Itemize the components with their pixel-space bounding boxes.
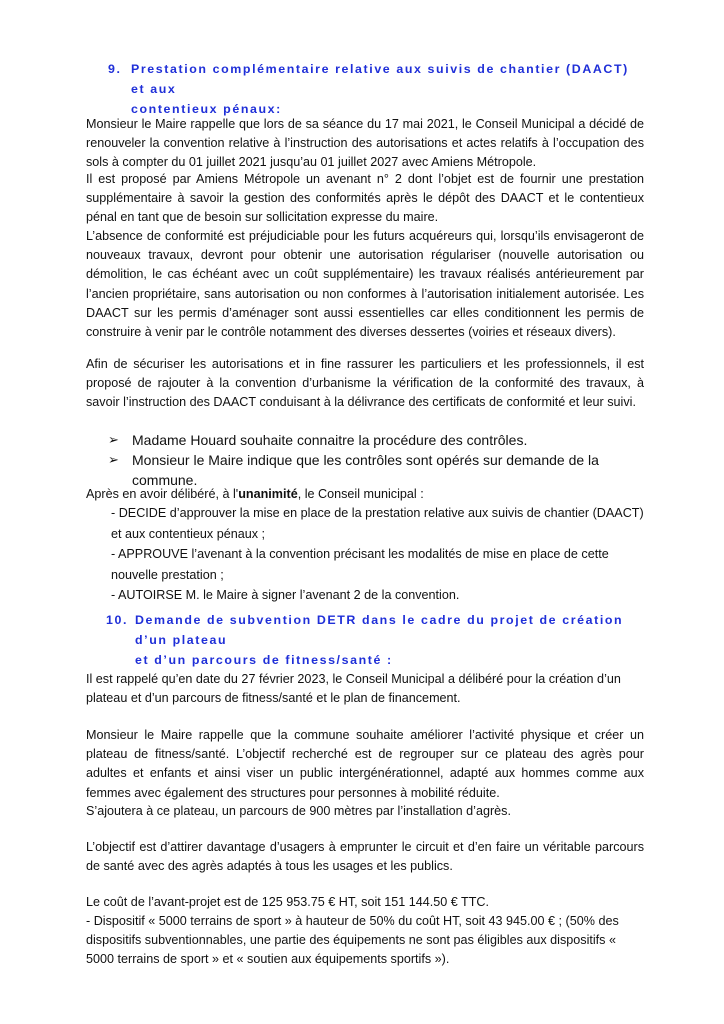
arrow-bullet-icon: ➢ [108,452,119,467]
sec10-paragraph-1: Il est rappelé qu’en date du 27 février 2023, le Conseil Municipal a délibéré pour la création d’un plateau et d’un parcours de fitness/santé et le plan de financement. [86,672,621,706]
section-9-title-line1: Prestation complémentaire relative aux suivis de chantier (DAACT) et aux [131,62,629,96]
section-9-heading [108,59,648,119]
list-item [108,450,648,490]
section-10-title-line1: Demande de subvention DETR dans le cadre du projet de création d’un plateau [135,613,624,647]
discussion-list [108,430,648,490]
list-item [108,430,648,450]
section-10-title-line2: et d’un parcours de fitness/santé : [135,653,393,667]
sec10-paragraph-4: L’objectif est d’attirer davantage d’usagers à emprunter le circuit et d’en faire un véritable parcours de santé avec des agrès adaptés à tous les usages et les publics. [86,840,644,874]
section-9-title-line2: contentieux pénaux: [131,102,282,116]
sec10-paragraph-6: - Dispositif « 5000 terrains de sport » à hauteur de 50% du coût HT, soit 43 945.00 € ; (50% des dispositifs subventionnables, une partie des équipements ne sont pas éligibles aux dispositifs « 5000 terrains de sport » et « soutien aux équipements sportifs »). [86,914,619,967]
decision-item: - AUTOIRSE M. le Maire à signer l’avenant 2 de la convention. [111,588,460,603]
section-9-number: 9. [108,62,122,76]
sec9-paragraph-1: Monsieur le Maire rappelle que lors de sa séance du 17 mai 2021, le Conseil Municipal a décidé de renouveler la convention relative à l’instruction des autorisations et actes relatifs à l’occupation des sols à compter du 01 juillet 2021 jusqu’au 01 juillet 2027 avec Amiens Métropole. [86,117,644,170]
sec10-paragraph-2: Monsieur le Maire rappelle que la commune souhaite améliorer l’activité physique et créer un plateau de fitness/santé. L’objectif recherché est de regrouper sur ce plateau des agrès pour adultes et enfants et ainsi viser un public intergénérationnel, adapté aux hommes comme aux femmes avec également des structures pour personnes à mobilité réduite. [86,728,644,800]
sec9-decision-list [111,503,644,606]
sec9-paragraph-3: L’absence de conformité est préjudiciable pour les futurs acquéreurs qui, lorsqu’ils envisageront de nouveaux travaux, devront pour obtenir une autorisation régulariser (nouvelle autorisation ou démolition, le cas échéant avec un coût supplémentaire) les travaux réalisés antérieurement par l’ancien propriétaire, sans autorisation ou non conformes à l’autorisation initialement autorisée. Les DAACT sur les permis d’aménager sont aussi essentielles car elles conditionnent les permis de construire à venir par le contrôle notamment des diverses dessertes (voiries et réseaux divers). [86,229,644,340]
sec9-decision-intro: Après en avoir délibéré, à l'unanimité, le Conseil municipal : [86,487,424,501]
section-10-number: 10. [106,613,129,627]
sec9-paragraph-4: Afin de sécuriser les autorisations et in fine rassurer les particuliers et les professionnels, il est proposé de rajouter à la convention d’urbanisme la vérification de la conformité des travaux, à savoir l’instruction des DAACT conduisant à la délivrance des certificats de conformité et leur suivi. [86,357,644,410]
decision-item: - APPROUVE l’avenant à la convention précisant les modalités de mise en place de cette nouvelle prestation ; [111,547,609,582]
bullet-text: Madame Houard souhaite connaitre la procédure des contrôles. [132,432,528,448]
unanimity-text: unanimité [238,487,298,501]
decision-item: - DECIDE d’approuver la mise en place de la prestation relative aux suivis de chantier (DAACT) et aux contentieux pénaux ; [111,506,644,541]
sec10-paragraph-5: Le coût de l’avant-projet est de 125 953.75 € HT, soit 151 144.50 € TTC. [86,895,490,909]
bullet-text: Monsieur le Maire indique que les contrôles sont opérés sur demande de la commune. [132,452,599,488]
sec10-paragraph-3: S’ajoutera à ce plateau, un parcours de 900 mètres par l’installation d’agrès. [86,804,511,818]
arrow-bullet-icon: ➢ [108,432,119,447]
section-10-heading [106,610,650,670]
sec9-paragraph-2: Il est proposé par Amiens Métropole un avenant n° 2 dont l’objet est de fournir une prestation supplémentaire à savoir la gestion des conformités après le dépôt des DAACT et le contentieux pénal en tant que de besoin sur sollicitation expresse du maire. [86,172,644,225]
